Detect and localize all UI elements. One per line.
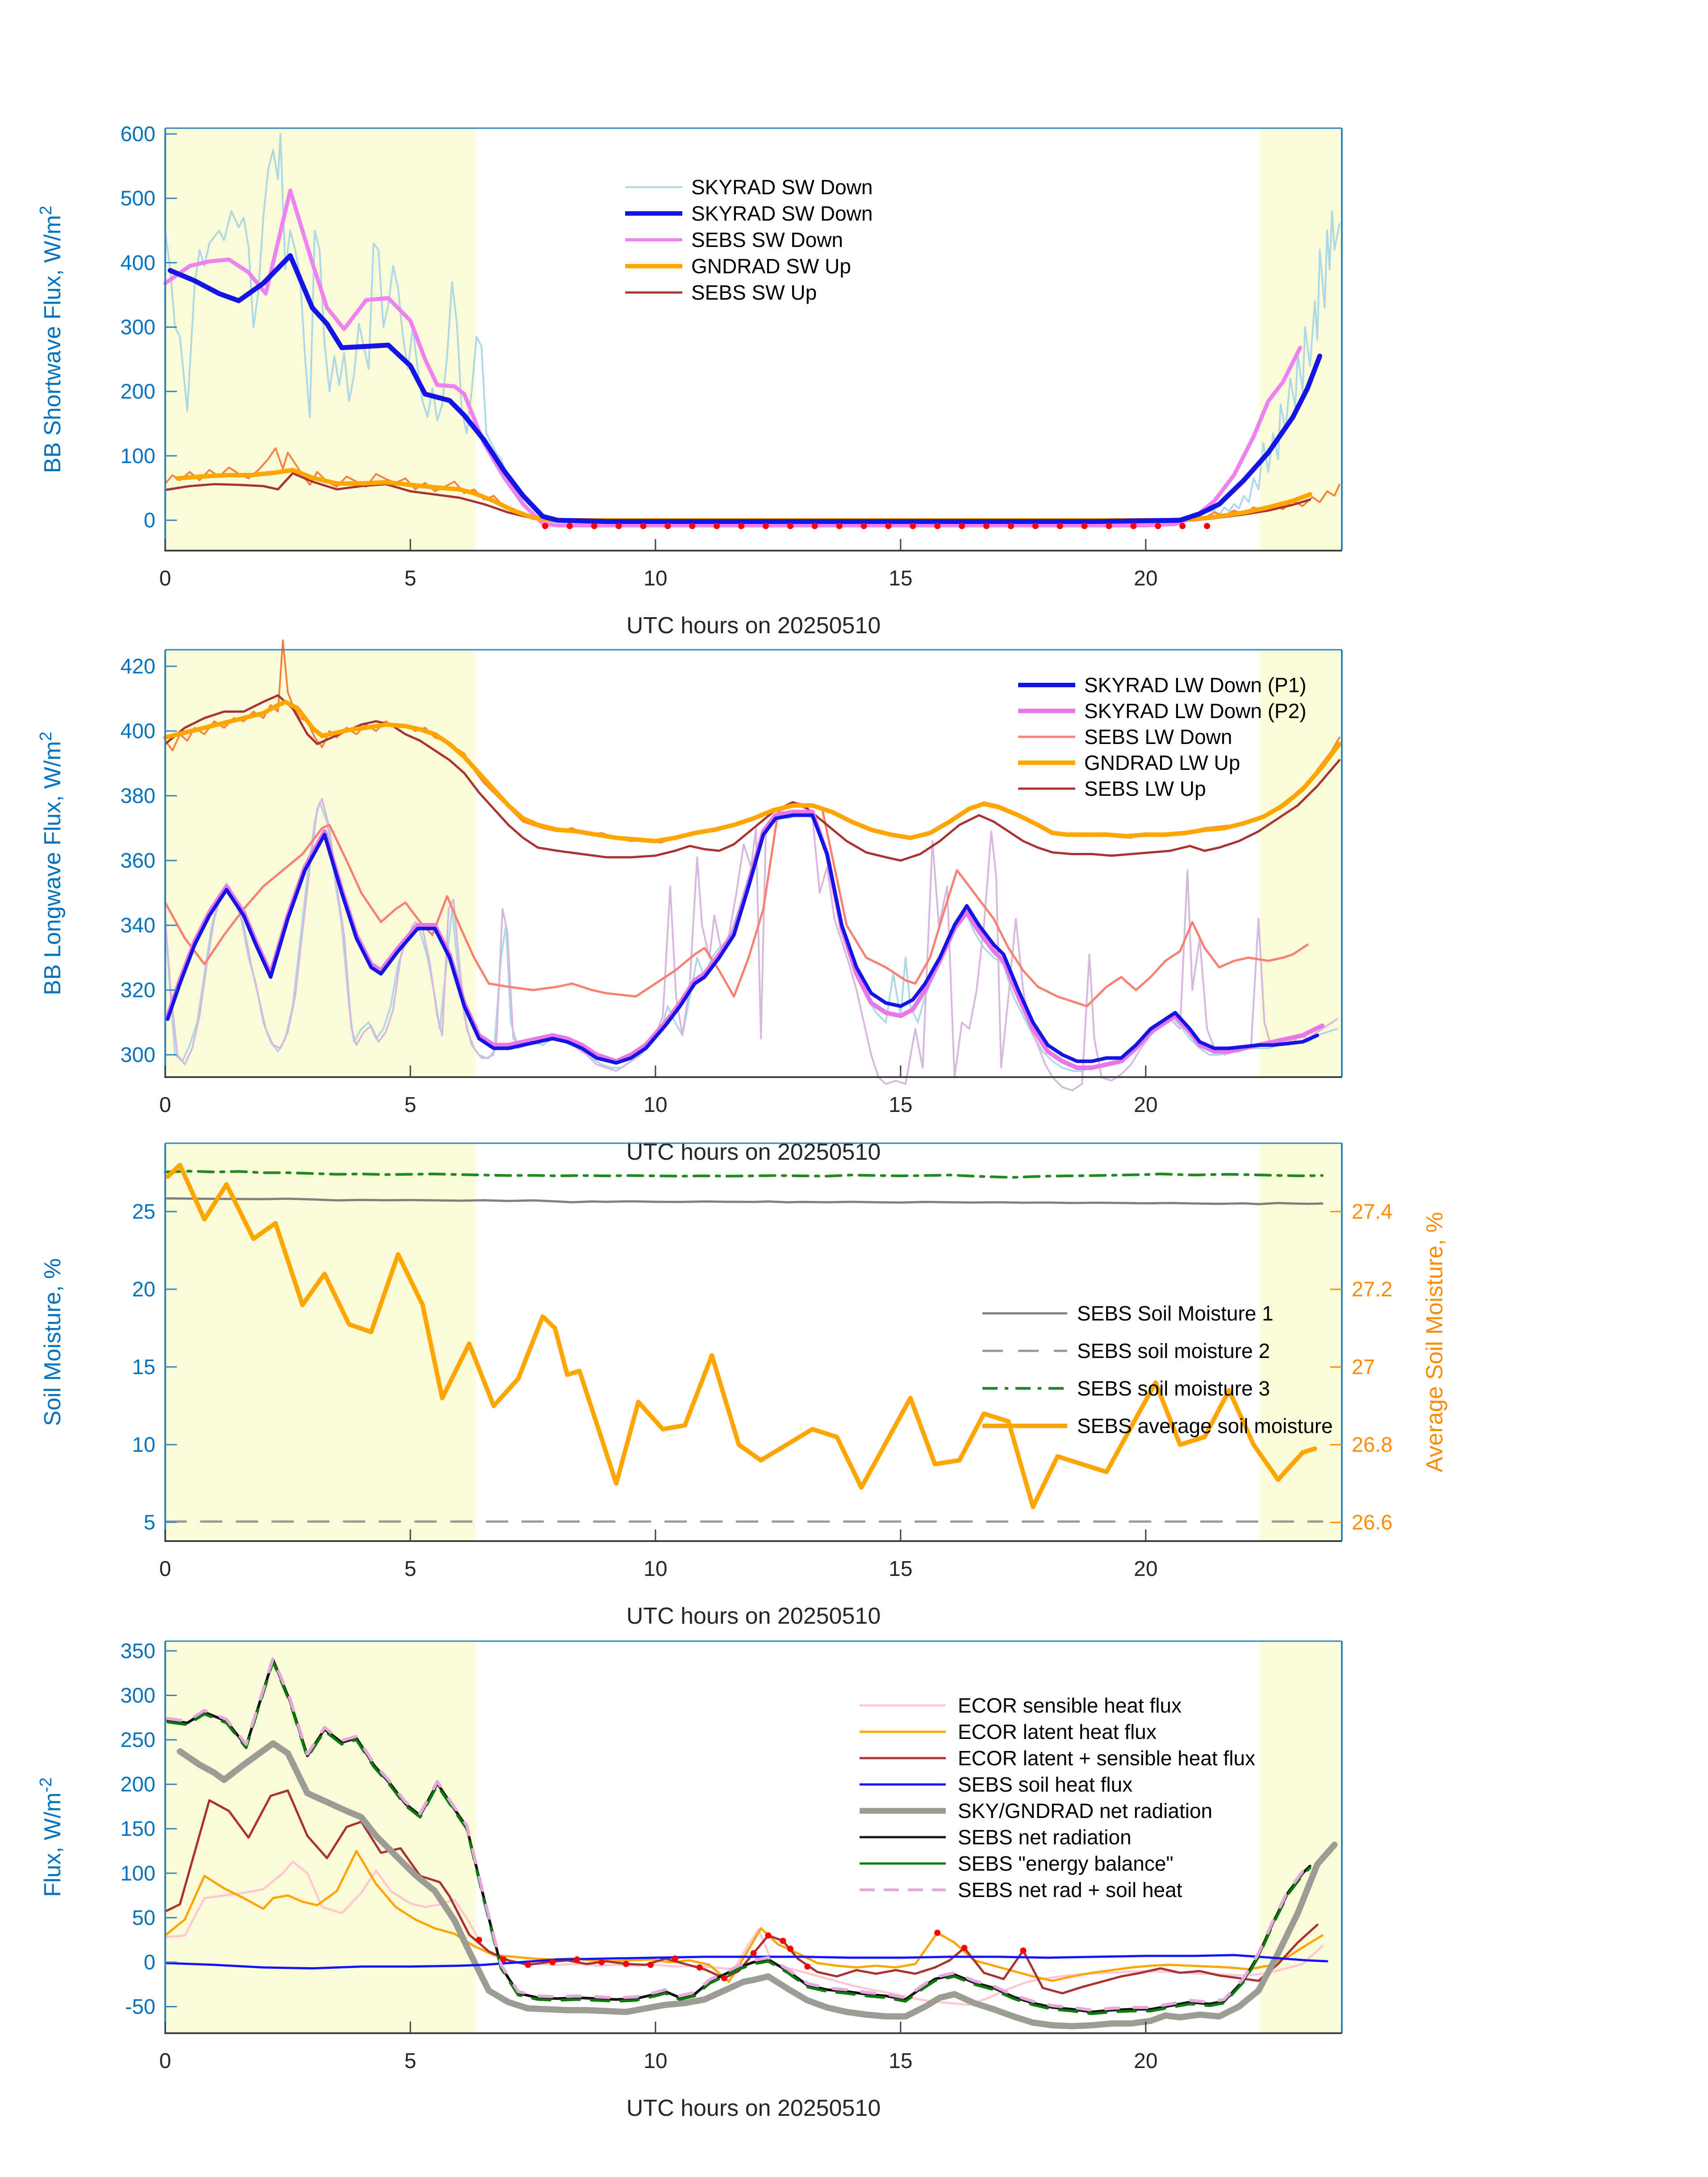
- qc-marker-dot: [738, 523, 744, 529]
- legend-label: SKYRAD SW Down: [691, 175, 873, 199]
- right-y-tick-label: 27.4: [1352, 1199, 1393, 1224]
- y-tick-label: 300: [120, 1683, 155, 1707]
- x-axis-label: UTC hours on 20250510: [626, 2095, 881, 2121]
- qc-marker-dot: [549, 1959, 555, 1965]
- x-tick-label: 0: [159, 1557, 171, 1581]
- x-tick-label: 0: [159, 567, 171, 590]
- x-tick-label: 20: [1134, 2049, 1158, 2073]
- y-tick-label: 380: [120, 783, 155, 807]
- y-tick-label: 5: [143, 1510, 155, 1534]
- x-tick-label: 10: [643, 1093, 668, 1117]
- qc-marker-dot: [959, 523, 965, 529]
- qc-marker-dot: [697, 1964, 703, 1971]
- y-tick-label: 0: [143, 508, 155, 532]
- qc-marker-dot: [804, 1964, 810, 1970]
- chart-flux: [37, 1639, 1342, 2121]
- y-axis-label: Flux, $W/m^{-2}$: [37, 1777, 66, 1897]
- qc-marker-dot: [910, 523, 916, 529]
- qc-marker-dot: [689, 523, 695, 529]
- right-y-tick-label: 26.6: [1352, 1510, 1393, 1534]
- y-tick-label: 100: [120, 443, 155, 468]
- qc-marker-dot: [763, 523, 769, 529]
- y-tick-label: 300: [120, 315, 155, 339]
- qc-marker-dot: [616, 523, 622, 529]
- y-tick-label: 340: [120, 913, 155, 937]
- qc-marker-dot: [647, 1962, 654, 1968]
- y-tick-label: 50: [132, 1905, 155, 1930]
- x-axis-label: UTC hours on 20250510: [626, 1139, 881, 1165]
- qc-marker-dot: [542, 523, 548, 529]
- night-shade-band: [165, 1641, 476, 2033]
- qc-marker-dot: [664, 523, 671, 529]
- night-shade-band: [1260, 128, 1342, 551]
- x-axis-label: UTC hours on 20250510: [626, 613, 881, 639]
- x-tick-label: 15: [889, 1093, 913, 1117]
- x-tick-label: 20: [1134, 1093, 1158, 1117]
- y-axis-label: BB Shortwave Flux, $W/m^2$: [37, 205, 66, 473]
- qc-marker-dot: [672, 1956, 678, 1962]
- x-axis-label: UTC hours on 20250510: [626, 1603, 881, 1629]
- x-tick-label: 5: [404, 2049, 417, 2073]
- qc-marker-dot: [640, 523, 646, 529]
- qc-marker-dot: [1130, 523, 1136, 529]
- qc-marker-dot: [812, 523, 818, 529]
- y-tick-label: 500: [120, 186, 155, 210]
- qc-marker-dot: [476, 1937, 482, 1943]
- night-shade-band: [1260, 1641, 1342, 2033]
- legend-label: SEBS LW Up: [1084, 777, 1206, 800]
- qc-marker-dot: [1008, 523, 1014, 529]
- qc-marker-dot: [525, 1962, 531, 1968]
- legend-label: SEBS "energy balance": [958, 1852, 1173, 1875]
- qc-marker-dot: [787, 1946, 793, 1952]
- qc-marker-dot: [1057, 523, 1063, 529]
- qc-marker-dot: [983, 523, 990, 529]
- qc-marker-dot: [1179, 523, 1186, 529]
- right-y-tick-label: 27: [1352, 1355, 1375, 1379]
- legend-label: SKYRAD LW Down (P1): [1084, 673, 1307, 697]
- qc-marker-dot: [1082, 523, 1088, 529]
- qc-marker-dot: [836, 523, 843, 529]
- y-tick-label: 200: [120, 379, 155, 403]
- legend-label: ECOR latent + sensible heat flux: [958, 1747, 1256, 1770]
- y-axis-label: BB Longwave Flux, $W/m^2$: [37, 731, 66, 995]
- legend-label: SEBS SW Up: [691, 281, 817, 304]
- qc-marker-dot: [780, 1938, 786, 1944]
- qc-marker-dot: [591, 523, 597, 529]
- legend-label: SEBS net radiation: [958, 1826, 1132, 1849]
- y-tick-label: 20: [132, 1277, 155, 1301]
- qc-marker-dot: [574, 1956, 580, 1963]
- qc-marker-dot: [765, 1932, 771, 1939]
- legend-label: SEBS LW Down: [1084, 725, 1232, 748]
- y-tick-label: 250: [120, 1728, 155, 1752]
- qc-marker-dot: [623, 1961, 629, 1967]
- legend-label: SKYRAD SW Down: [691, 202, 873, 225]
- qc-marker-dot: [1032, 523, 1039, 529]
- y-tick-label: 320: [120, 978, 155, 1002]
- legend-label: SEBS net rad + soil heat: [958, 1878, 1182, 1901]
- x-tick-label: 10: [643, 2049, 668, 2073]
- legend-label: SEBS Soil Moisture 1: [1077, 1302, 1274, 1325]
- x-tick-label: 15: [889, 2049, 913, 2073]
- x-tick-label: 15: [889, 1557, 913, 1581]
- x-tick-label: 10: [643, 1557, 668, 1581]
- legend-label: GNDRAD SW Up: [691, 255, 851, 278]
- qc-marker-dot: [1020, 1947, 1026, 1954]
- qc-marker-dot: [501, 1956, 507, 1963]
- night-shade-band: [165, 650, 476, 1077]
- qc-marker-dot: [1106, 523, 1112, 529]
- x-tick-label: 20: [1134, 1557, 1158, 1581]
- y-tick-label: 200: [120, 1772, 155, 1796]
- y-tick-label: 100: [120, 1861, 155, 1885]
- qc-marker-dot: [885, 523, 891, 529]
- legend-label: SEBS soil heat flux: [958, 1773, 1133, 1796]
- qc-marker-dot: [1204, 523, 1210, 529]
- legend-label: SKY/GNDRAD net radiation: [958, 1799, 1213, 1822]
- qc-marker-dot: [714, 523, 720, 529]
- legend-label: SEBS soil moisture 2: [1077, 1339, 1270, 1362]
- right-y-tick-label: 27.2: [1352, 1277, 1393, 1301]
- legend-label: ECOR latent heat flux: [958, 1720, 1157, 1743]
- qc-marker-dot: [787, 523, 793, 529]
- x-tick-label: 15: [889, 567, 913, 590]
- y-tick-label: 400: [120, 719, 155, 743]
- chart-soil-moisture: [40, 1143, 1448, 1629]
- qc-marker-dot: [861, 523, 867, 529]
- y-tick-label: 400: [120, 251, 155, 275]
- qc-marker-dot: [567, 523, 573, 529]
- x-tick-label: 5: [404, 567, 417, 590]
- chart-lw-flux: [37, 640, 1342, 1165]
- qc-marker-dot: [1155, 523, 1161, 529]
- qc-marker-dot: [598, 1959, 605, 1965]
- x-tick-label: 20: [1134, 567, 1158, 590]
- y-tick-label: 15: [132, 1354, 155, 1379]
- x-tick-label: 5: [404, 1093, 417, 1117]
- qc-marker-dot: [721, 1975, 727, 1981]
- right-y-axis-label: Average Soil Moisture, %: [1422, 1212, 1448, 1472]
- x-tick-label: 0: [159, 2049, 171, 2073]
- y-tick-label: 360: [120, 848, 155, 872]
- y-tick-label: 25: [132, 1199, 155, 1224]
- y-tick-label: 350: [120, 1638, 155, 1663]
- qc-marker-dot: [751, 1950, 757, 1956]
- right-y-tick-label: 26.8: [1352, 1433, 1393, 1457]
- legend-label: SKYRAD LW Down (P2): [1084, 699, 1307, 723]
- legend-label: SEBS SW Down: [691, 228, 843, 251]
- y-tick-label: 150: [120, 1817, 155, 1841]
- y-axis-label: Soil Moisture, %: [40, 1258, 66, 1426]
- x-tick-label: 5: [404, 1557, 417, 1581]
- legend-label: SEBS soil moisture 3: [1077, 1377, 1270, 1400]
- y-tick-label: 600: [120, 121, 155, 146]
- x-tick-label: 0: [159, 1093, 171, 1117]
- legend-label: GNDRAD LW Up: [1084, 751, 1240, 774]
- qc-marker-dot: [934, 523, 940, 529]
- y-tick-label: 300: [120, 1042, 155, 1066]
- x-tick-label: 10: [643, 567, 668, 590]
- legend-label: ECOR sensible heat flux: [958, 1694, 1182, 1717]
- y-tick-label: 420: [120, 654, 155, 678]
- qc-marker-dot: [961, 1945, 968, 1951]
- legend-label: SEBS average soil moisture: [1077, 1414, 1333, 1437]
- y-tick-label: -50: [125, 1994, 155, 2018]
- qc-marker-dot: [934, 1930, 940, 1936]
- y-tick-label: 0: [143, 1950, 155, 1974]
- y-tick-label: 10: [132, 1432, 155, 1456]
- chart-sw-flux: [37, 122, 1342, 639]
